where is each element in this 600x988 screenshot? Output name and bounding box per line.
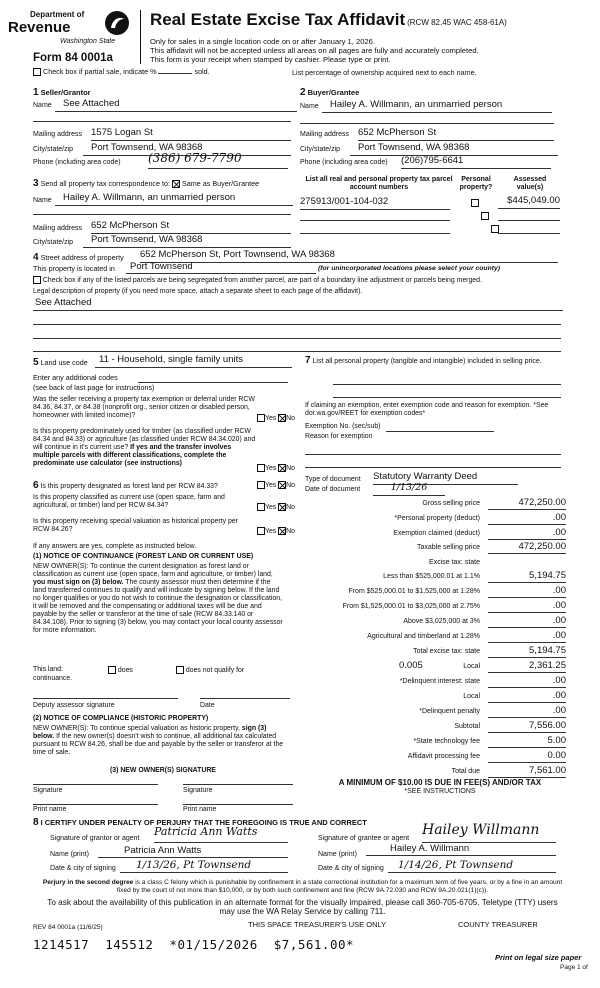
grantor-name-label: Name (print) — [50, 851, 89, 858]
grantor-date-label: Date & city of signing — [50, 865, 116, 872]
tax-row: Less than $525,000.01 at 1.1% 5,194.75 — [383, 570, 566, 581]
doc-type-label: Type of document — [305, 476, 361, 483]
does-option: does — [108, 666, 133, 675]
perjury-notice: Perjury in the second degree is a class C felony which is punishable by confinement in a state correctional institution for a maximum term of five years, or by a fine in an amount fixed by the court of not more than $10,000, or by both such confinement and fine (RCW 9A.72.030 and RCW 9A.20.021(1)(c)). — [42, 879, 563, 894]
add-codes-note: (see back of last page for instructions) — [33, 383, 155, 392]
owner-print-label-1: Print name — [33, 806, 67, 813]
dor-logo — [8, 8, 136, 56]
exemption-yesno: Yes No — [257, 414, 295, 423]
local-tax-field[interactable]: 2,361.25 — [488, 661, 566, 673]
tax-row: Taxable selling price 472,250.00 — [416, 541, 566, 552]
seller-name-field[interactable]: See Attached — [55, 99, 297, 112]
assessed-value-2[interactable] — [498, 210, 560, 221]
delinquent-penalty-field[interactable]: .00 — [488, 706, 566, 718]
revision-label: REV 84 0001a (11/6/25) — [33, 924, 103, 931]
legal-label: Legal description of property (if you need more space, attach a separate sheet to each page of the affidavit). — [33, 288, 363, 295]
personal-property-line-2[interactable] — [333, 389, 561, 398]
header-note-2: This affidavit will not be accepted unless all areas on all pages are fully and accurately completed. — [150, 46, 479, 55]
assessed-value-3[interactable] — [498, 223, 560, 234]
buyer-name-label: Name — [300, 103, 319, 110]
dor-dept-line2: Revenue — [8, 19, 71, 36]
page-number: Page 1 of — [560, 964, 588, 971]
located-label: This property is located in — [33, 264, 115, 273]
land-use-field[interactable]: 11 - Household, single family units — [95, 355, 292, 368]
forest-yes-checkbox[interactable] — [257, 481, 265, 489]
notice-continuance-text: NEW OWNER(S): To continue the current designation as forest land or classification as current use (open space, farm and agriculture, or timber) land, you must sign on (3) below. The county assessor must then determine if the land transferred continues to qualify and will indicate by signing below. If the land no longer qualifies or you do not wish to continue the designation or classification, it will be removed and the compensating or additional taxes will be due and payable by the seller or transferor at the time of sale (RCW 84.33.140 or 84.34.108). Prior to signing (3) below, you may contact your local county assessor for more information. — [33, 563, 283, 634]
corr-city-label: City/state/zip — [33, 239, 74, 246]
tax-row: Local 2,361.25 — [463, 660, 566, 671]
land-does-not-checkbox[interactable] — [176, 666, 184, 674]
corr-blank-line[interactable] — [33, 206, 291, 215]
tier1-field[interactable]: 5,194.75 — [488, 571, 566, 583]
tax-row: Exemption claimed (deduct) .00 — [393, 527, 566, 538]
tier4-field[interactable]: .00 — [488, 616, 566, 628]
parcels-header-personal: Personal property? — [459, 176, 493, 192]
add-codes-label: Enter any additional codes — [33, 373, 118, 382]
tax-row: Agricultural and timberland at 1.28% .00 — [367, 630, 566, 641]
tax-row: *Delinquent penalty .00 — [419, 705, 566, 716]
exemption-question: Was the seller receiving a property tax exemption or deferral under RCW 84.36, 84.37, or 84.38 (nonprofit org., senior citizen or disabled person, homeowner with limited income)? — [33, 396, 255, 419]
deputy-signature-line[interactable] — [33, 690, 178, 699]
assessed-value-1[interactable]: $445,049.00 — [498, 196, 560, 209]
seller-phone-label: Phone (including area code) — [33, 159, 121, 166]
tax-row: Affidavit processing fee 0.00 — [407, 750, 566, 761]
buyer-city-label: City/state/zip — [300, 146, 341, 153]
buyer-mail-label: Mailing address — [300, 131, 350, 138]
ownership-note: List percentage of ownership acquired next to each name. — [292, 68, 477, 77]
tech-fee-field[interactable]: 5.00 — [488, 736, 566, 748]
buyer-phone-field[interactable]: (206)795-6641 — [401, 156, 551, 169]
if-yes-note: If any answers are yes, complete as instructed below. — [33, 543, 197, 550]
personal-property-line-1[interactable] — [333, 376, 561, 385]
this-land-label: This land: — [33, 666, 63, 673]
owner-signature-label-2: Signature — [183, 787, 213, 794]
parcel-number-1[interactable]: 275913/001-104-032 — [300, 197, 450, 210]
exemption-reason-label: Reason for exemption — [305, 433, 373, 440]
seller-mail-field[interactable]: 1575 Logan St — [91, 128, 291, 141]
seller-phone-field[interactable]: (386) 679-7790 — [148, 152, 288, 169]
owner-print-line-1[interactable] — [33, 796, 158, 805]
exemption-yes-checkbox[interactable] — [257, 414, 265, 422]
exemption-reason-line-1[interactable] — [305, 446, 561, 455]
tax-row: Above $3,025,000 at 3% .00 — [403, 615, 566, 626]
total-due-field[interactable]: 7,561.00 — [488, 766, 566, 778]
corr-name-field[interactable]: Hailey A. Willmann, an unmarried person — [55, 193, 293, 206]
owner-print-label-2: Print name — [183, 806, 217, 813]
street-label: 4 Street address of property — [33, 252, 124, 263]
located-note: (for unincorporated locations please select your county) — [318, 265, 501, 272]
does-not-option: does not qualify for — [176, 666, 244, 675]
treasurer-use-label: THIS SPACE TREASURER'S USE ONLY — [248, 920, 387, 929]
alt-format-notice: To ask about the availability of this publication in an alternate format for the visually impaired, please call 360-705-6705. Teletype (TTY) users may use the WA Relay Service by calling 711. — [47, 898, 558, 917]
personal-property-checkbox-1[interactable] — [471, 199, 479, 207]
header-note-3: This form is your receipt when stamped by cashier. Please type or print. — [150, 55, 391, 64]
corr-name-label: Name — [33, 197, 52, 204]
forest-yesno: Yes No — [257, 481, 295, 490]
notice-compliance-title: (2) NOTICE OF COMPLIANCE (HISTORIC PROPERTY) — [33, 715, 209, 722]
legal-field-2[interactable] — [33, 316, 561, 325]
county-treasurer-label: COUNTY TREASURER — [458, 920, 538, 929]
personal-deduct-field[interactable]: .00 — [488, 513, 566, 525]
delinquent-interest-local-field[interactable]: .00 — [488, 691, 566, 703]
legal-field-4[interactable] — [33, 343, 561, 352]
grantee-date-label: Date & city of signing — [318, 865, 384, 872]
located-field[interactable]: Port Townsend — [126, 262, 316, 274]
land-does-checkbox[interactable] — [108, 666, 116, 674]
notice-compliance-text: NEW OWNER(S): To continue special valuation as historic property, sign (3) below. If the new owner(s) doesn't wish to continue, all additional tax calculated pursuant to RCW 84.26, shall be due and payable by the seller or transferor at the time of sale. — [33, 725, 284, 756]
agricultural-field[interactable]: .00 — [488, 631, 566, 643]
seller-city-label: City/state/zip — [33, 146, 74, 153]
add-codes-field[interactable] — [138, 374, 288, 383]
seller-heading: 1 Seller/Grantor — [33, 87, 91, 98]
header-divider — [140, 10, 141, 64]
segregated-row: Check box if any of the listed parcels are being segregated from another parcel, are part of a boundary line adjustment or parcels being merged. — [33, 276, 482, 285]
segregated-checkbox[interactable] — [33, 276, 41, 284]
print-legal-note: Print on legal size paper — [495, 953, 582, 962]
owner-signature-line-1[interactable] — [33, 776, 158, 785]
owner-signature-line-2[interactable] — [183, 776, 293, 785]
parcel-number-2[interactable] — [300, 210, 450, 221]
grantee-signature-field[interactable]: Hailey Willmann — [422, 822, 556, 843]
corr-heading: 3 Send all property tax correspondence to: Same as Buyer/Grantee — [33, 178, 260, 189]
current-use-question: Is this property classified as current use (open space, farm and agricultural, or timber) land per RCW 84.34? — [33, 494, 225, 509]
exemption-no-label: Exemption No. (sec/sub) — [305, 423, 381, 430]
tax-row: *Delinquent interest: state .00 — [399, 675, 566, 686]
land-use-label: 5 Land use code — [33, 357, 88, 368]
grantor-signature-field[interactable]: Patricia Ann Watts — [154, 826, 288, 843]
same-as-buyer-checkbox[interactable] — [172, 180, 180, 188]
grantee-name-label: Name (print) — [318, 851, 357, 858]
deputy-signature-label: Deputy assessor signature — [33, 702, 115, 709]
continuance-label: continuance. — [33, 675, 73, 682]
delinquent-interest-state-field[interactable]: .00 — [488, 676, 566, 688]
certify-row: 8 I CERTIFY UNDER PENALTY OF PERJURY THAT THE FOREGOING IS TRUE AND CORRECT — [33, 817, 367, 828]
grantee-name-field[interactable]: Hailey A. Willmann — [366, 844, 556, 856]
tax-row: *Personal property (deduct) .00 — [394, 512, 566, 523]
timber-yesno: Yes No — [257, 464, 295, 473]
total-state-field[interactable]: 5,194.75 — [488, 646, 566, 658]
tax-row: From $525,000.01 to $1,525,000 at 1.28% .00 — [348, 585, 566, 596]
personal-property-checkbox-2[interactable] — [481, 212, 489, 220]
tier3-field[interactable]: .00 — [488, 601, 566, 613]
notice-continuance-title: (1) NOTICE OF CONTINUANCE (FOREST LAND OR CURRENT USE) — [33, 553, 254, 560]
minimum-notice: A MINIMUM OF $10.00 IS DUE IN FEE(S) AND/OR TAX — [338, 778, 542, 787]
receipt-stamp: 1214517 145512 *01/15/2026 $7,561.00* — [33, 937, 355, 952]
tax-row: Total excise tax: state 5,194.75 — [413, 645, 566, 656]
timber-no-checkbox[interactable] — [278, 464, 286, 472]
grantee-date-field[interactable]: 1/14/26, Pt Townsend — [388, 859, 556, 873]
timber-yes-checkbox[interactable] — [257, 464, 265, 472]
form-number: Form 84 0001a — [33, 52, 113, 64]
exemption-reason-line-2[interactable] — [305, 459, 561, 468]
seller-name-label: Name — [33, 102, 52, 109]
legal-field-3[interactable] — [33, 330, 561, 339]
grantor-signature-label: Signature of grantor or agent — [50, 835, 140, 842]
seller-city-field[interactable]: Port Townsend, WA 98368 — [83, 143, 291, 156]
owner-print-line-2[interactable] — [183, 796, 293, 805]
buyer-mail-field[interactable]: 652 McPherson St — [358, 128, 554, 141]
current-use-yes-checkbox[interactable] — [257, 503, 265, 511]
buyer-heading: 2 Buyer/Grantee — [300, 87, 360, 98]
timber-question: Is this property predominately used for timber (as classified under RCW 84.34 and 84.33) or agriculture (as classified under RCW 84.34.020) and will continue in it's current use? If yes and the transfer involves multiple parcels with different classifications, complete the predominate use calculator (see instructions) — [33, 428, 256, 467]
buyer-blank-line[interactable] — [300, 113, 554, 124]
new-owner-sig-title: (3) NEW OWNER(S) SIGNATURE — [110, 767, 216, 774]
taxable-price-field[interactable]: 472,250.00 — [488, 542, 566, 554]
exemption-no-checkbox[interactable] — [278, 414, 286, 422]
grantee-signature-label: Signature of grantee or agent — [318, 835, 410, 842]
tax-row: *State technology fee 5.00 — [413, 735, 566, 746]
seller-mail-label: Mailing address — [33, 131, 83, 138]
header-note-1: Only for sales in a single location code on or after January 1, 2026. — [150, 37, 375, 46]
corr-mail-label: Mailing address — [33, 225, 83, 232]
doc-type-field[interactable]: Statutory Warranty Deed — [373, 472, 518, 485]
historic-yes-checkbox[interactable] — [257, 527, 265, 535]
buyer-name-field[interactable]: Hailey A. Willmann, an unmarried person — [322, 100, 552, 113]
tax-row: From $1,525,000.01 to $3,025,000 at 2.75% .00 — [342, 600, 566, 611]
dor-dept-line3: Washington State — [60, 38, 116, 45]
buyer-city-field[interactable]: Port Townsend, WA 98368 — [350, 143, 558, 156]
deputy-date-line[interactable] — [200, 690, 290, 699]
subtotal-field[interactable]: 7,556.00 — [488, 721, 566, 733]
historic-yesno: Yes No — [257, 527, 295, 536]
dor-logo-icon — [104, 10, 130, 36]
corr-mail-field[interactable]: 652 McPherson St — [91, 221, 291, 234]
deputy-date-label: Date — [200, 702, 215, 709]
historic-question: Is this property receiving special valuation as historical property per RCW 84.26? — [33, 518, 238, 533]
current-use-no-checkbox[interactable] — [278, 503, 286, 511]
historic-no-checkbox[interactable] — [278, 527, 286, 535]
processing-fee-field[interactable]: 0.00 — [488, 751, 566, 763]
forest-no-checkbox[interactable] — [278, 481, 286, 489]
seller-blank-line[interactable] — [33, 113, 291, 122]
partial-sale-checkbox[interactable] — [33, 68, 41, 76]
buyer-phone-label: Phone (including area code) — [300, 159, 388, 166]
tax-row: Local .00 — [463, 690, 566, 701]
doc-date-label: Date of document — [305, 486, 361, 493]
dor-dept-line1: Department of — [30, 10, 85, 19]
parcels-header-assessed: Assessed value(s) — [513, 176, 547, 192]
doc-date-field[interactable]: 1/13/26 — [373, 483, 445, 496]
tax-row: Total due 7,561.00 — [451, 765, 566, 776]
gross-price-field[interactable]: 472,250.00 — [488, 498, 566, 510]
current-use-yesno: Yes No — [257, 503, 295, 512]
local-rate: 0.005 — [399, 660, 423, 671]
corr-city-field[interactable]: Port Townsend, WA 98368 — [83, 235, 291, 248]
forest-question: 6 Is this property designated as forest land per RCW 84.33? — [33, 480, 218, 491]
parcel-number-3[interactable] — [300, 223, 450, 234]
exemption-no-field[interactable] — [386, 423, 494, 432]
exemption-claim-label: If claiming an exemption, enter exemption code and reason for exemption. *See dor.wa.gov/REET for exemption codes* — [305, 402, 549, 417]
street-field[interactable]: 652 McPherson St, Port Townsend, WA 98368 — [140, 250, 558, 263]
partial-sale-row: Check box if partial sale, indicate % sold. — [33, 68, 210, 76]
see-instructions: *SEE INSTRUCTIONS — [404, 788, 476, 795]
tax-row: Excise tax: state — [429, 559, 480, 566]
owner-signature-label-1: Signature — [33, 787, 63, 794]
exemption-deduct-field[interactable]: .00 — [488, 528, 566, 540]
grantor-date-field[interactable]: 1/13/26, Pt Townsend — [120, 859, 288, 873]
legal-field-1[interactable]: See Attached — [33, 298, 563, 311]
grantor-name-field[interactable]: Patricia Ann Watts — [98, 846, 288, 858]
tier2-field[interactable]: .00 — [488, 586, 566, 598]
tax-row: Subtotal 7,556.00 — [454, 720, 566, 731]
parcels-header-numbers: List all real and personal property tax parcel account numbers — [305, 176, 453, 192]
personal-property-label: 7 List all personal property (tangible and intangible) included in selling price. — [305, 355, 542, 366]
tax-row: Gross selling price 472,250.00 — [422, 497, 566, 508]
form-title: Real Estate Excise Tax Affidavit (RCW 82.45 WAC 458-61A) — [150, 10, 507, 29]
